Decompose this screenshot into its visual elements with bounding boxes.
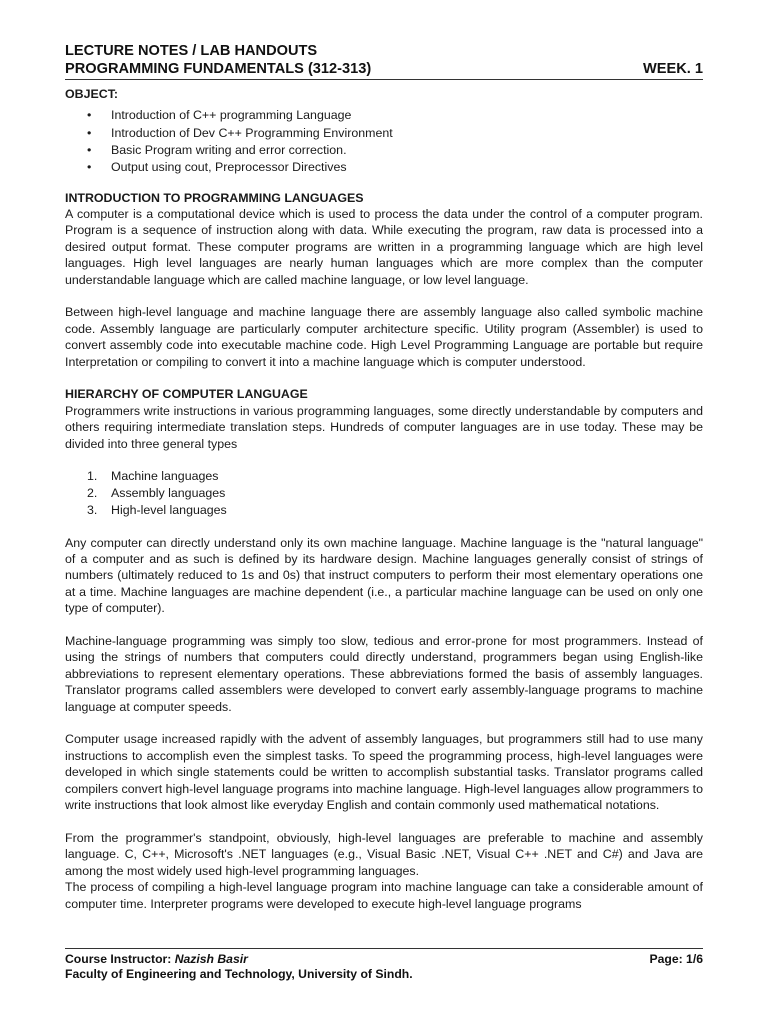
list-item (65, 485, 703, 502)
object-list (65, 107, 703, 176)
hierarchy-paragraph-3: Machine-language programming was simply too slow, tedious and error-prone for most programmers. Instead of using the strings of numbers that computers could directly understand, programmers began using English-like abbreviations to represent elementary operations. These abbreviations formed the basis of assembly languages. Translator programs called assemblers were developed to convert early assembly-language programs to machine language at computer speeds. (65, 634, 703, 714)
instructor-name: Nazish Basir (174, 952, 248, 966)
list-item-text: Machine languages (111, 469, 219, 484)
object-heading: OBJECT: (65, 87, 119, 101)
list-item (65, 159, 703, 176)
list-item-text: Basic Program writing and error correction. (111, 143, 347, 157)
hierarchy-paragraph-6: The process of compiling a high-level language program into machine language can take a considerable amount of computer time. Interpreter programs were developed to execute high-level language programs (65, 880, 703, 911)
list-number: 2. (87, 486, 98, 501)
instructor (65, 952, 248, 967)
list-item (65, 468, 703, 485)
list-number: 3. (87, 502, 98, 517)
footer-row (65, 952, 703, 967)
bullet-icon: • (87, 143, 92, 157)
list-item (65, 502, 703, 519)
document-body (65, 86, 703, 912)
list-item (65, 107, 703, 124)
header-divider (65, 79, 703, 80)
header-course-row (65, 60, 703, 78)
page-number: Page: 1/6 (649, 952, 703, 966)
hierarchy-heading: HIERARCHY OF COMPUTER LANGUAGE (65, 387, 308, 402)
list-number: 1. (87, 469, 98, 484)
instructor-label: Course Instructor: (65, 952, 175, 966)
list-item-text: Assembly languages (111, 486, 226, 501)
header-title: LECTURE NOTES / LAB HANDOUTS (65, 43, 318, 59)
list-item-text: Output using cout, Preprocessor Directives (111, 160, 347, 175)
hierarchy-paragraph-2: Any computer can directly understand only its own machine language. Machine language is the "natural language" of a computer and as such is defined by its hardware design. Machine languages generally consist of strings of numbers (ultimately reduced to 1s and 0s) that instruct computers to perform their most elementary operations one at a time. Machine languages are machine dependent (i.e., a particular machine language can be used on only one type of computer). (65, 535, 703, 616)
course-title: PROGRAMMING FUNDAMENTALS (312-313) (65, 61, 372, 77)
footer-faculty: Faculty of Engineering and Technology, University of Sindh. (65, 967, 413, 981)
hierarchy-paragraph-4: Computer usage increased rapidly with the advent of assembly languages, but programmers still had to use many instructions to accomplish even the simplest tasks. To speed the programming process, high-level languages were developed in which single statements could be written to accomplish substantial tasks. Translator programs called compilers convert high-level language programs into machine language. High-level languages allow programmers to write instructions that look almost like everyday English and contain commonly used mathematical notations. (65, 732, 703, 813)
list-item-text: Introduction of Dev C++ Programming Environment (111, 125, 393, 140)
bullet-icon: • (87, 125, 92, 140)
list-item (65, 142, 703, 159)
list-item-text: High-level languages (111, 502, 227, 517)
intro-paragraph-2: Between high-level language and machine language there are assembly language also called symbolic machine code. Assembly language are particularly computer architecture specific. Utility program (Assembler) is used to convert assembly code into executable machine code. High Level Programming Language are portable but require Interpretation or compiling to convert it into a machine language which is computer understood. (65, 305, 703, 369)
list-item (65, 125, 703, 142)
list-item-text: Introduction of C++ programming Language (111, 108, 352, 123)
hierarchy-paragraph-1: Programmers write instructions in various programming languages, some directly understandable by computers and others requiring intermediate translation steps. Hundreds of computer languages are in use today. These may be divided into three general types (65, 403, 703, 451)
hierarchy-paragraph-5: From the programmer's standpoint, obviously, high-level languages are preferable to machine and assembly language. C, C++, Microsoft's .NET languages (e.g., Visual Basic .NET, Visual C++ .NET and C#) and Java are among the most widely used high-level programming languages. (65, 830, 703, 878)
intro-heading: INTRODUCTION TO PROGRAMMING LANGUAGES (65, 190, 364, 205)
language-types-list (65, 468, 703, 518)
week-label: WEEK. 1 (642, 61, 703, 77)
bullet-icon: • (87, 160, 92, 175)
intro-paragraph-1: A computer is a computational device which is used to process the data under the control of a computer program. Program is a sequence of instruction along with data. While executing the program, raw data is processed into a desired output format. These computer programs are written in a programming language which are high level languages. High level languages are nearly human languages which are more complex than the computer understandable language which are called machine language, or low level language. (65, 207, 703, 287)
bullet-icon: • (87, 108, 92, 123)
footer-divider (65, 948, 703, 949)
